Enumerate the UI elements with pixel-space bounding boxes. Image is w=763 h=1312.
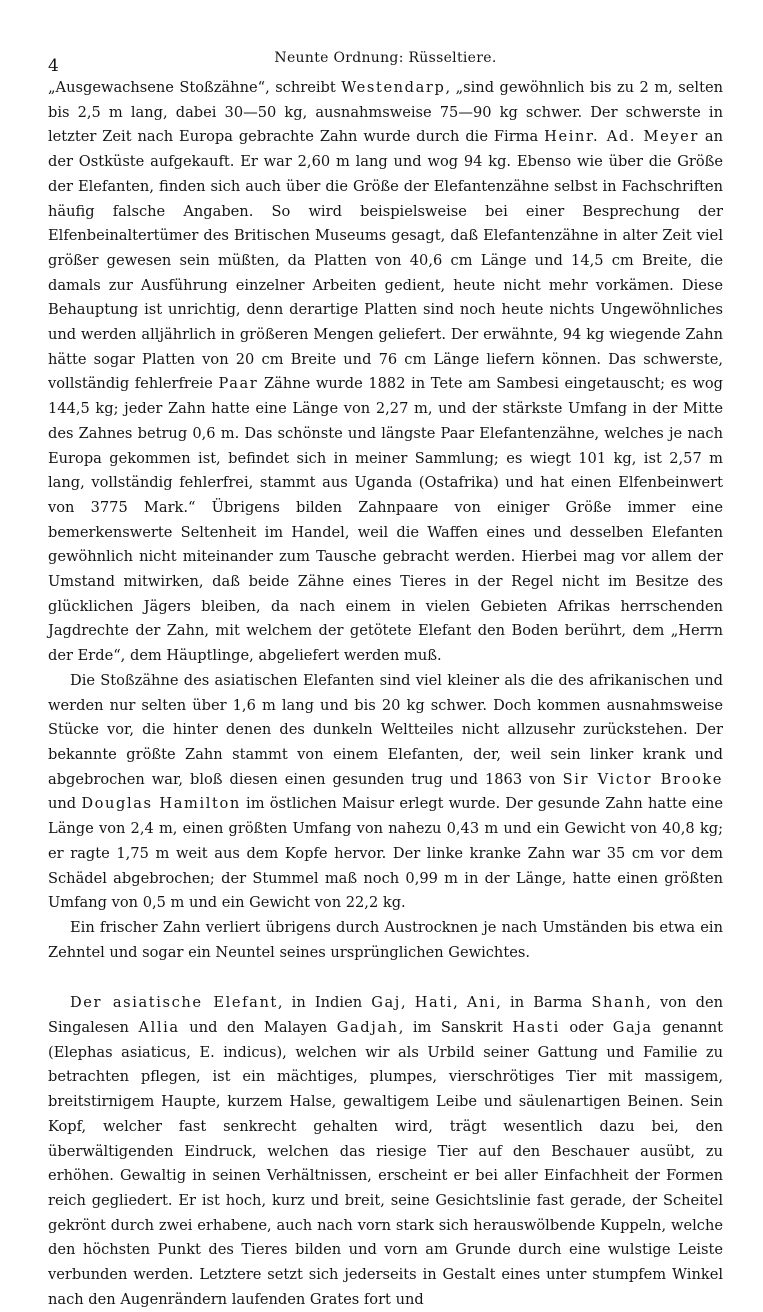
text-run: genannt (Elephas asiaticus, E. indicus), welchen wir als Urbild seiner Gattung und Familie zu betrachten pflegen, ist ein mächtiges, plumpes, vierschrötiges Tier mit massigem, breitstirnigem Haupte, kurzem Halse, gewaltigem Leibe und säulenartigen Beinen. Sein Kopf, welcher fast senkrecht gehalten wird, trägt wesentlich dazu bei, den überwältigenden Eindruck, welchen das riesige Tier auf den Beschauer ausübt, zu erhöhen. Gewaltig in seinen Verhältnissen, erscheint er bei aller Einfachheit der Formen reich gegliedert. Er ist hoch, kurz und breit, seine Gesichtslinie fast gerade, der Scheitel gekrönt durch zwei erhabene, auch nach vorn stark sich herauswölbende Kuppeln, welche den höchsten Punkt des Tieres bilden und vorn am Grunde durch eine wulstige Leiste verbunden werden. Letztere setzt sich jederseits in Gestalt eines unter stumpfem Winkel nach den Augenrändern laufenden Grates fort und (48, 1019, 723, 1308)
text-run: an der Ostküste aufgekauft. Er war 2,60 m lang und wog 94 kg. Ebenso wie über die Größe der Elefanten, finden sich auch über die Größe der Elefantenzähne selbst in Fachschriften häufig falsche Angaben. So wird beispielsweise bei einer Besprechung der Elfenbeinaltertümer des Britischen Museums gesagt, daß Elefantenzähne in alter Zeit viel größer gewesen sein müßten, da Platten von 40,6 cm Länge und 14,5 cm Breite, die damals zur Ausführung einzelner Arbeiten gedient, heute nicht mehr vorkämen. Diese Behauptung ist unrichtig, denn derartige Platten sind noch heute nichts Ungewöhnliches und werden alljährlich in größeren Mengen geliefert. Der erwähnte, 94 kg wiegende Zahn hätte sogar Platten von 20 cm Breite und 76 cm Länge liefern können. Das schwerste, vollständig fehlerfreie (48, 128, 723, 393)
page-header (48, 42, 723, 76)
text-run: , im Sanskrit (398, 1019, 513, 1037)
paragraph (48, 669, 723, 916)
emphasized-name: Der asiatische Elefant (70, 994, 278, 1012)
emphasized-name: Allia (138, 1019, 180, 1037)
emphasized-name: Shanh (591, 994, 647, 1012)
paragraph (48, 916, 723, 965)
text-run: Zähne wurde 1882 in Tete am Sambesi eingetauscht; es wog 144,5 kg; jeder Zahn hatte eine Länge von 2,27 m, und der stärkste Umfang in der Mitte des Zahnes betrug 0,6 m. Das schönste und längste Paar Elefantenzähne, welches je nach Europa gekommen ist, befindet sich in meiner Sammlung; es wiegt 101 kg, ist 2,57 m lang, vollständig fehlerfrei, stammt aus Uganda (Ostafrika) und hat einen Elfenbeinwert von 3775 Mark.“ Übrigens bilden Zahnpaare von einiger Größe immer eine bemerkenswerte Seltenheit im Handel, weil die Waffen eines und desselben Elefanten gewöhnlich nicht miteinander zum Tausche gebracht werden. Hierbei mag vor allem der Umstand mitwirken, daß beide Zähne eines Tieres in der Regel nicht im Besitze des glücklichen Jägers bleiben, da nach einem in vielen Gebieten Afrikas herrschenden Jagdrechte der Zahn, mit welchem der getötete Elefant den Boden berührt, dem „Herrn der Erde“, dem Häuptlinge, abgeliefert werden muß. (48, 375, 724, 665)
text-run: oder (559, 1019, 613, 1037)
text-run: Ein frischer Zahn verliert übrigens durch Austrocknen je nach Umständen bis etwa ein Zehntel und sogar ein Neuntel seines ursprünglichen Gewichtes. (48, 918, 723, 961)
emphasized-name: Hati (414, 994, 454, 1012)
paragraph (48, 76, 723, 669)
emphasized-name: Gaj (371, 994, 401, 1012)
text-run: und (48, 795, 82, 813)
text-run: , „sind gewöhnlich bis zu 2 m, selten bis 2,5 m lang, dabei 30—50 kg, ausnahmsweise 75—90 kg schwer. Der schwerste in letzter Zeit nach Europa gebrachte Zahn wurde durch die Firma (48, 79, 723, 146)
running-head: Neunte Ordnung: Rüsseltiere. (274, 50, 497, 66)
page-number: 4 (48, 56, 59, 76)
emphasized-name: Heinr. Ad. Meyer (544, 128, 699, 146)
text-run: , (453, 994, 467, 1012)
text-run: im östlichen Maisur erlegt wurde. Der gesunde Zahn hatte eine Länge von 2,4 m, einen größten Umfang von nahezu 0,43 m und ein Gewicht von 40,8 kg; er ragte 1,75 m weit aus dem Kopfe hervor. Der linke kranke Zahn war 35 cm vor dem Schädel abgebrochen; der Stummel maß noch 0,99 m in der Länge, hatte einen größten Umfang von 0,5 m und ein Gewicht von 22,2 kg. (48, 795, 723, 912)
emphasized-name: Paar (218, 375, 259, 393)
text-run: , in Indien (277, 994, 372, 1012)
emphasized-name: Westendarp (341, 79, 446, 96)
text-run: , in Barma (496, 994, 592, 1012)
emphasized-name: Gaja (612, 1019, 653, 1037)
text-run: Die Stoßzähne des asiatischen Elefanten sind viel kleiner als die des afrikanischen und werden nur selten über 1,6 m lang und bis 20 kg schwer. Doch kommen ausnahmsweise Stücke vor, die hinter denen des dunkeln Weltteiles nicht allzusehr zurückstehen. Der bekannte größte Zahn stammt von einem Elefanten, der, weil sein linker krank und abgebrochen war, bloß diesen einen gesunden trug und 1863 von (48, 671, 723, 788)
emphasized-name: Ani (466, 994, 497, 1012)
section-gap (48, 965, 723, 991)
emphasized-name: Gadjah (336, 1019, 399, 1037)
text-run: , von den Singalesen (48, 994, 723, 1037)
emphasized-name: Hasti (512, 1019, 560, 1037)
text-run: , (400, 994, 415, 1012)
body-text (48, 76, 723, 1312)
emphasized-name: Douglas Hamilton (81, 795, 241, 813)
emphasized-name: Sir Victor Brooke (562, 770, 724, 788)
text-run: und den Malayen (179, 1019, 337, 1037)
text-run: „Ausgewachsene Stoßzähne“, schreibt (48, 79, 342, 96)
paragraph (48, 991, 723, 1312)
